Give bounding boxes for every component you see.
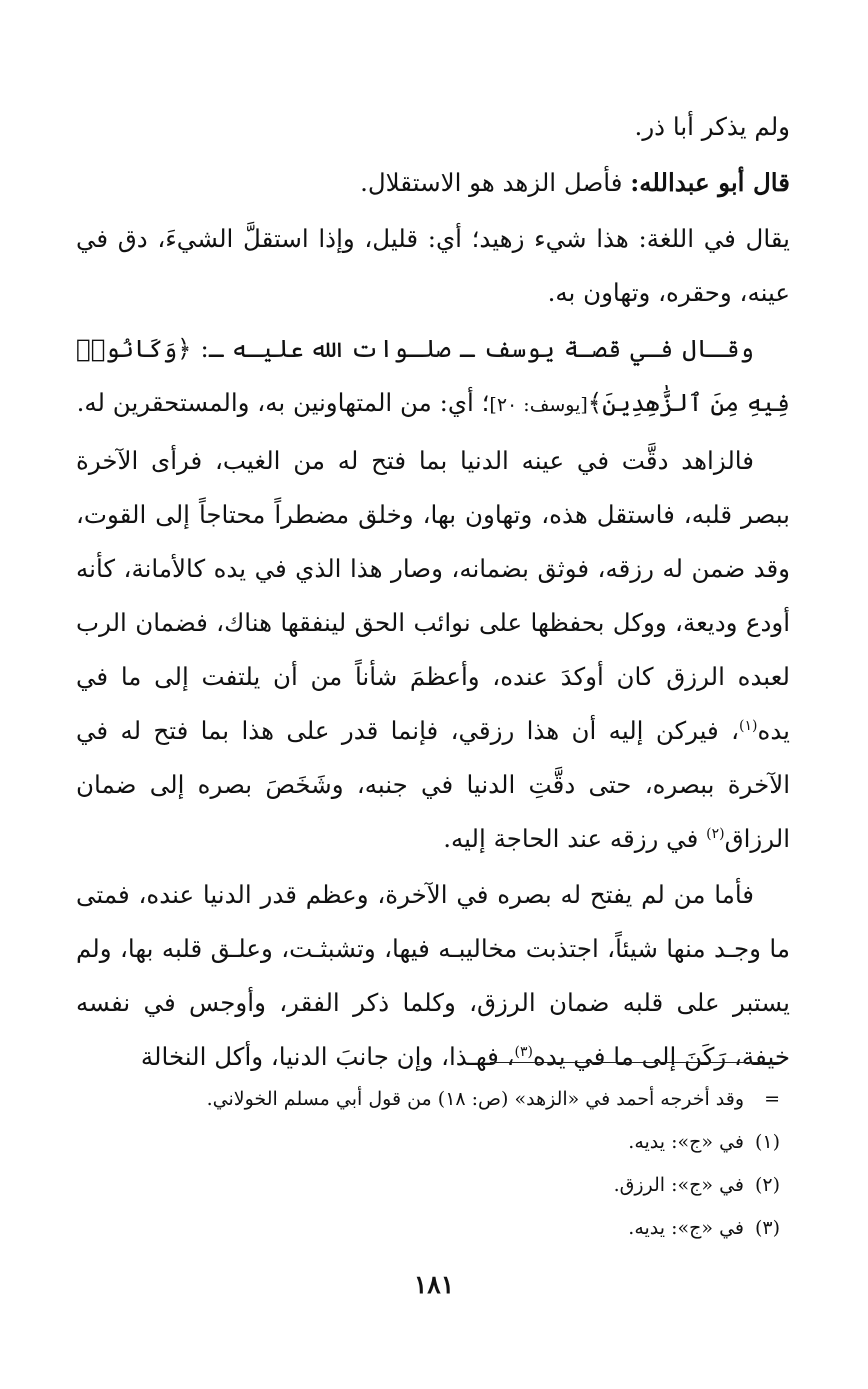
paragraph-4	[76, 322, 790, 432]
paragraph-6	[76, 868, 790, 1084]
paragraph-6-text-a: فأما من لم يفتح له بصره في الآخرة، وعظم قدر الدنيا عنده، فمتى ما وجـد منها شيئاً، اجتذبت مخاليبـه فيها، وتشبثـت، وعلـق قلبه بها، ولم يستبر على قلبه ضمان الرزق، وكلما ذكر الفقر، وأوجس في نفسه خيفة، رَكَنَ إلى ما في يده	[76, 880, 790, 1071]
paragraph-5-text-c: في رزقه عند الحاجة إليه.	[443, 824, 707, 853]
footnote-divider	[490, 1062, 780, 1063]
footnote-ref-2[interactable]: (٢)	[706, 825, 725, 842]
footnote-continuation	[90, 1078, 780, 1121]
footnote-mark: (١)	[754, 1131, 780, 1153]
footnote-mark: =	[764, 1088, 780, 1110]
footnote-text: في «ج»: يديه.	[628, 1217, 744, 1239]
footnote-ref-3[interactable]: (٣)	[514, 1043, 533, 1060]
paragraph-5-text-a: فالزاهد دقَّت في عينه الدنيا بما فتح له من الغيب، فرأى الآخرة ببصر قلبه، فاستقل هذه، وتهاون بها، وخلق مضطراً محتاجاً إلى القوت، وقد ضمن له رزقه، فوثق بضمانه، وصار هذا الذي في يده كالأمانة، كأنه أودع وديعة، ووكل بحفظها على نوائب الحق لينفقها هناك، فضمان الرب لعبده الرزق كان أوكدَ عنده، وأعظمَ شأناً من أن يلتفت إلى ما في يده	[76, 446, 790, 745]
verse-reference: [يوسف: ٢٠]	[489, 394, 588, 416]
page-number: ١٨١	[413, 1270, 455, 1299]
paragraph-2-text: فأصل الزهد هو الاستقلال.	[360, 168, 631, 197]
footnote-text: في «ج»: يديه.	[628, 1131, 744, 1153]
footnote-1	[90, 1121, 780, 1164]
paragraph-1	[76, 100, 790, 154]
speaker-label: قال أبو عبدالله:	[630, 168, 790, 197]
paragraph-6-text-b: ، فهـذا، وإن جانبَ الدنيا، وأكل النخالة	[140, 1042, 515, 1071]
footnote-text: وقد أخرجه أحمد في «الزهد» (ص: ١٨) من قول أبي مسلم الخولاني.	[206, 1088, 744, 1110]
paragraph-1-text: ولم يذكر أبا ذر.	[634, 112, 790, 141]
paragraph-4-start: وقـال فـي قصـة يوسف ـ صلـوات الله عليـه ـ:	[191, 334, 754, 363]
paragraph-5-text-b: ، فيركن إليه أن هذا رزقي، فإنما قدر على هذا بما فتح له في الآخرة ببصره، حتى دقَّتِ الدنيا في جنبه، وشَخَصَ بصره إلى ضمان الرزاق	[76, 716, 790, 853]
paragraph-3	[76, 212, 790, 320]
paragraph-2	[76, 156, 790, 210]
footnote-2	[90, 1164, 780, 1207]
footnote-3	[90, 1207, 780, 1250]
paragraph-4-end: ؛ أي: من المتهاونين به، والمستحقرين له.	[76, 388, 490, 417]
footnote-ref-1[interactable]: (١)	[739, 717, 758, 734]
footnote-text: في «ج»: الرزق.	[613, 1174, 744, 1196]
main-text	[76, 100, 790, 1084]
quran-verse: ﴿وَكَانُوا۟ فِيهِ مِنَ ٱلزَّٰهِدِينَ﴾	[76, 334, 790, 417]
footnotes	[90, 1078, 780, 1250]
paragraph-5	[76, 434, 790, 866]
footnote-mark: (٢)	[754, 1174, 780, 1196]
footnote-mark: (٣)	[754, 1217, 780, 1239]
paragraph-3-text: يقال في اللغة: هذا شيء زهيد؛ أي: قليل، وإذا استقلَّ الشيءَ، دق في عينه، وحقره، وتهاون به.	[76, 224, 790, 307]
